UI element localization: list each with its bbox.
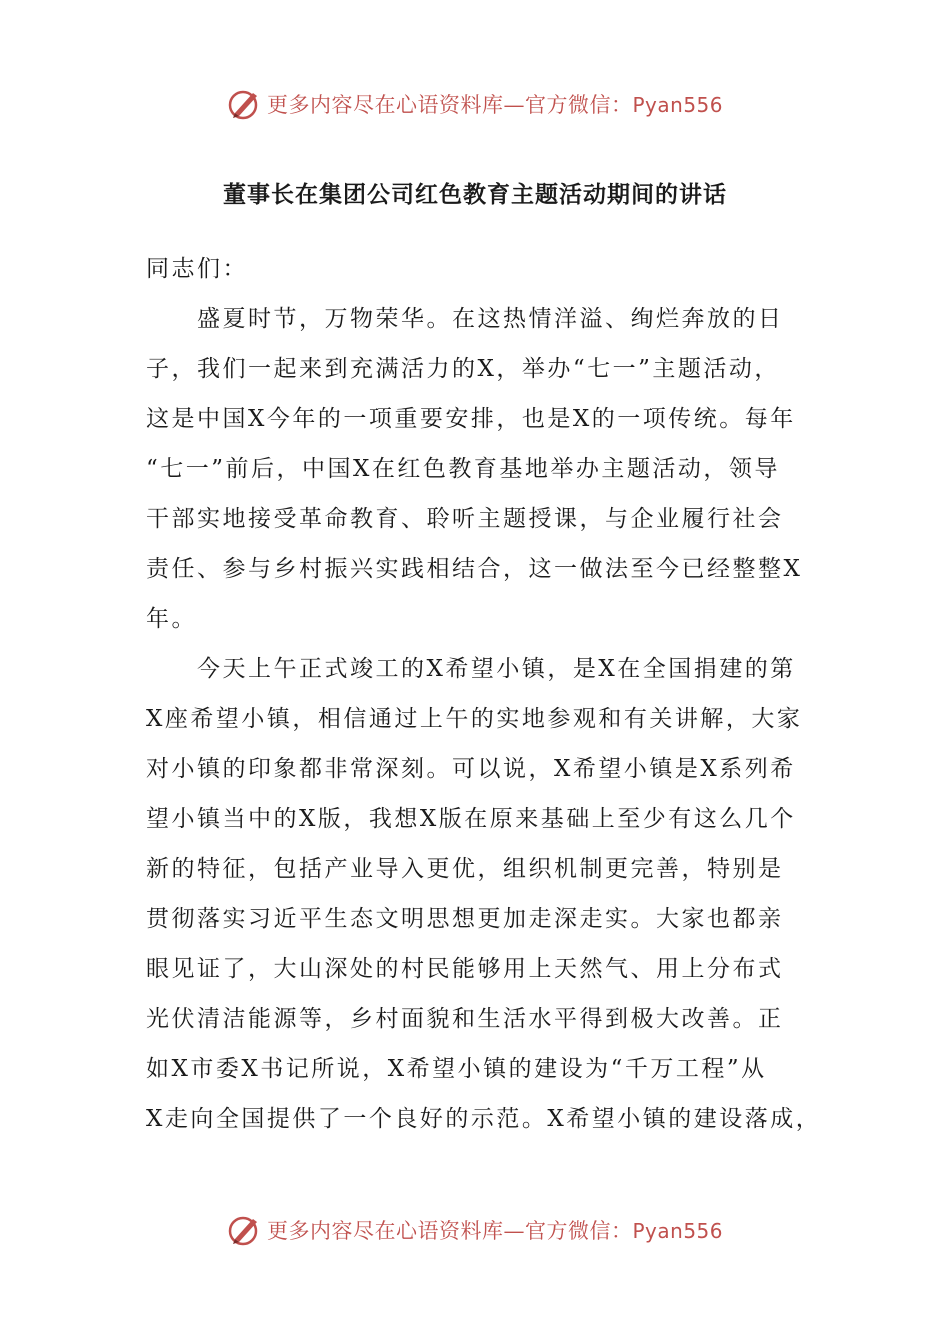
body-line: 今天上午正式竣工的X希望小镇，是X在全国捐建的第 bbox=[146, 656, 796, 682]
body-line: 同志们： bbox=[146, 256, 248, 282]
body-line: X座希望小镇，相信通过上午的实地参观和有关讲解，大家 bbox=[146, 706, 803, 732]
body-line: “七一”前后，中国X在红色教育基地举办主题活动，领导 bbox=[146, 456, 780, 482]
pen-logo-icon bbox=[227, 1213, 261, 1247]
body-line: 这是中国X今年的一项重要安排，也是X的一项传统。每年 bbox=[146, 406, 796, 432]
body-line: 光伏清洁能源等，乡村面貌和生活水平得到极大改善。正 bbox=[146, 1006, 784, 1032]
body-line: 新的特征，包括产业导入更优，组织机制更完善，特别是 bbox=[146, 856, 784, 882]
body-line: 望小镇当中的X版，我想X版在原来基础上至少有这么几个 bbox=[146, 806, 796, 832]
header-banner-text: 更多内容尽在心语资料库—官方微信：Pyan556 bbox=[266, 93, 723, 117]
body-line: 眼见证了，大山深处的村民能够用上天然气、用上分布式 bbox=[146, 956, 784, 982]
body-line: 干部实地接受革命教育、聆听主题授课，与企业履行社会 bbox=[146, 506, 784, 532]
header-banner-handle: Pyan556 bbox=[632, 93, 723, 117]
footer-banner bbox=[0, 1210, 950, 1250]
pen-logo-icon bbox=[227, 87, 261, 121]
body-line: 盛夏时节，万物荣华。在这热情洋溢、绚烂奔放的日 bbox=[146, 306, 784, 332]
body-line: 责任、参与乡村振兴实践相结合，这一做法至今已经整整X bbox=[146, 556, 803, 582]
body-line: 贯彻落实习近平生态文明思想更加走深走实。大家也都亲 bbox=[146, 906, 784, 932]
footer-banner-text: 更多内容尽在心语资料库—官方微信：Pyan556 bbox=[266, 1219, 723, 1243]
body-line: 如X市委X书记所说，X希望小镇的建设为“千万工程”从 bbox=[146, 1056, 767, 1082]
header-banner bbox=[0, 84, 950, 124]
document-body bbox=[146, 244, 822, 1144]
body-line: 对小镇的印象都非常深刻。可以说，X希望小镇是X系列希 bbox=[146, 756, 796, 782]
document-title: 董事长在集团公司红色教育主题活动期间的讲话 bbox=[223, 182, 727, 208]
body-line: 子，我们一起来到充满活力的X，举办“七一”主题活动， bbox=[146, 356, 780, 382]
body-line: 年。 bbox=[146, 606, 197, 632]
footer-banner-handle: Pyan556 bbox=[632, 1219, 723, 1243]
body-line: X走向全国提供了一个良好的示范。X希望小镇的建设落成， bbox=[146, 1106, 822, 1132]
